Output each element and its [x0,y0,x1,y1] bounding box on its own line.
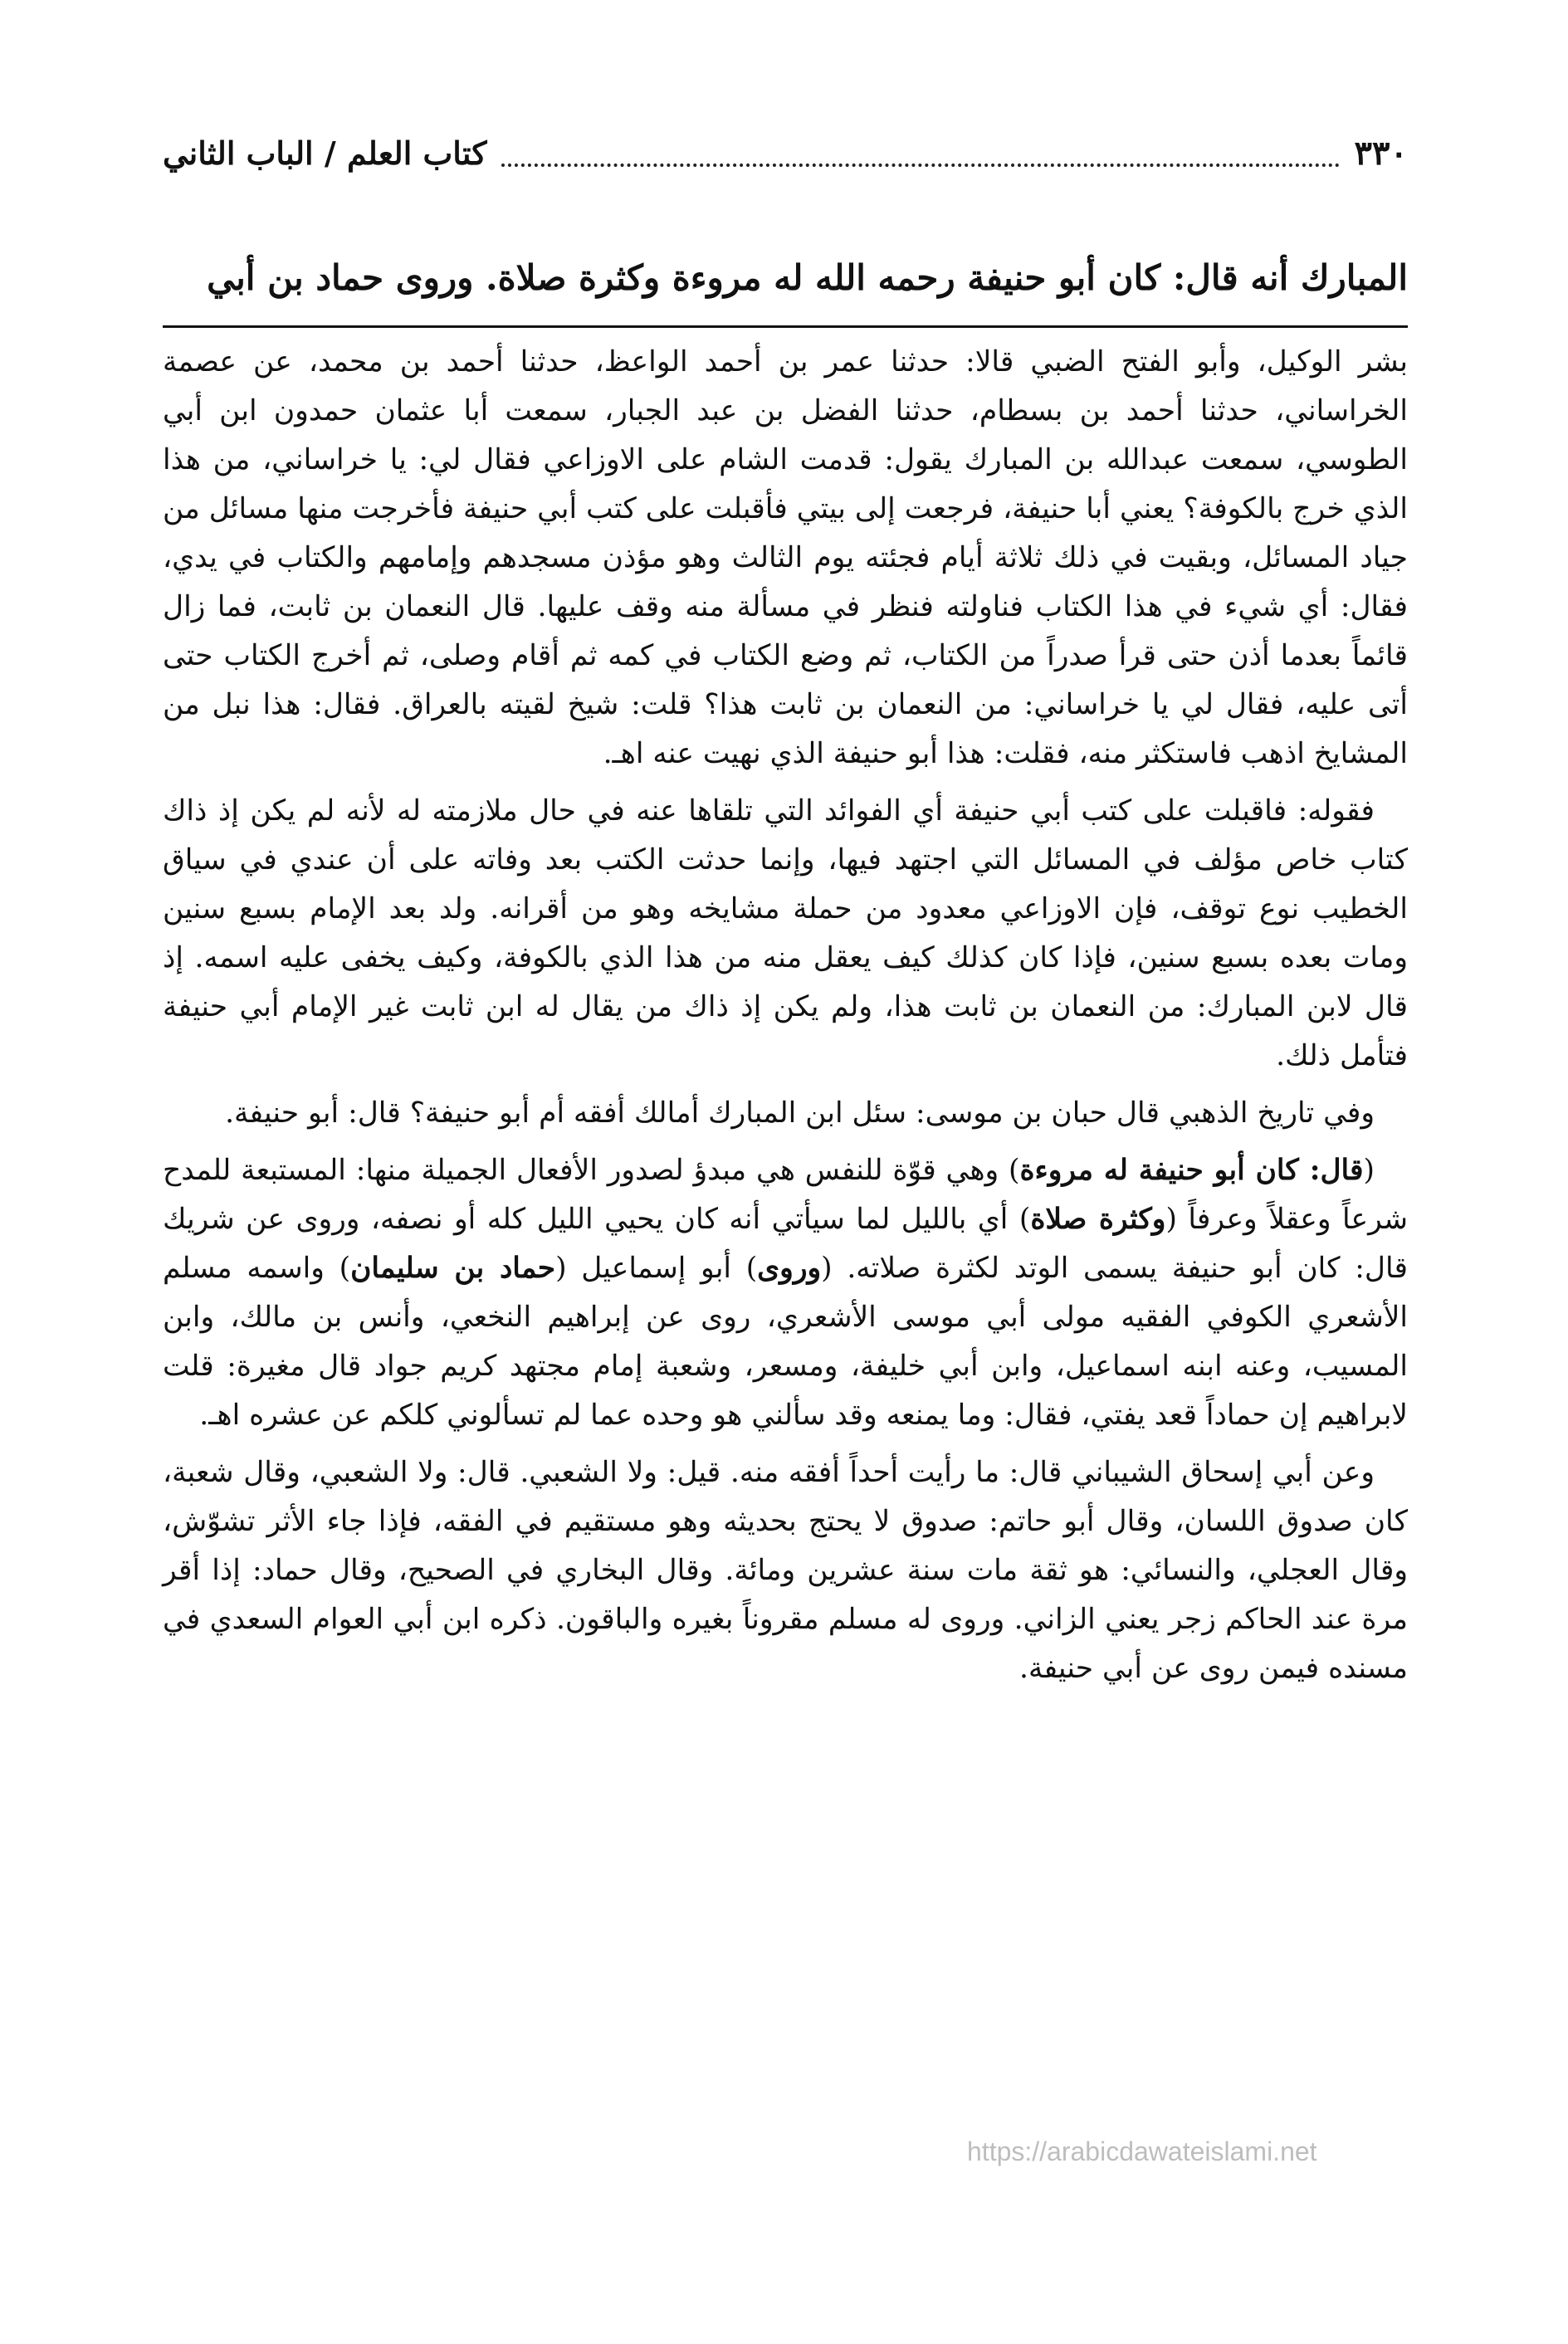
gloss-text: ) أبو إسماعيل ( [555,1252,758,1285]
page-number: ٣٣٠ [1354,134,1408,173]
commentary-paragraph-5: وعن أبي إسحاق الشيباني قال: ما رأيت أحداً أفقه منه. قيل: ولا الشعبي. قال: ولا الشعبي، وقال شعبة، كان صدوق اللسان، وقال أبو حاتم: صدوق لا يحتج بحديثه وهو مستقيم في الفقه، فإذا جاء الأثر تشوّش، وقال العجلي، والنسائي: هو ثقة مات سنة عشرين ومائة. وقال البخاري في الصحيح، وقال حماد: إذا أقر مرة عند الحاكم زجر يعني الزاني. وروى له مسلم مقروناً بغيره والباقون. ذكره ابن أبي العوام السعدي في مسنده فيمن روى عن أبي حنيفة. [163,1456,1408,1685]
commentary-paragraph-3: وفي تاريخ الذهبي قال حبان بن موسى: سئل ابن المبارك أمالك أفقه أم أبو حنيفة؟ قال: أبو حنيفة. [225,1096,1375,1130]
commentary-paragraph-4 [163,1146,1408,1440]
lemma-text: وروى [757,1252,822,1285]
running-header [163,125,1408,183]
main-text: المبارك أنه قال: كان أبو حنيفة رحمه الله له مروءة وكثرة صلاة. وروى حماد بن أبي [207,257,1408,298]
lemma-text: قال: كان أبو حنيفة له مروءة [1019,1154,1364,1187]
commentary-paragraph-2: فقوله: فاقبلت على كتب أبي حنيفة أي الفوائد التي تلقاها عنه في حال ملازمته له لأنه لم يكن إذ ذاك كتاب خاص مؤلف في المسائل التي اجتهد فيها، وإنما حدثت الكتب بعد وفاته على أن عندي في سياق الخطيب نوع توقف، فإن الاوزاعي معدود من حملة مشايخه وهو من أقرانه. ولد بعد الإمام بسبع سنين ومات بعده بسبع سنين، فإذا كان كذلك كيف يعقل منه من هذا الذي بالكوفة، وكيف يخفى عليه اسمه. إذ قال لابن المبارك: من النعمان بن ثابت هذا، ولم يكن إذ ذاك من يقال له ابن ثابت غير الإمام أبي حنيفة فتأمل ذلك. [163,794,1408,1072]
gloss-text: ) واسمه مسلم الأشعري الكوفي الفقيه مولى أبي موسى الأشعري، روى عن إبراهيم النخعي، وأنس بن مالك، وابن المسيب، وعنه ابنه اسماعيل، وابن أبي خليفة، ومسعر، وشعبة إمام مجتهد كريم جواد قال مغيرة: قلت لابراهيم إن حماداً قعد يفتي، فقال: وما يمنعه وقد سألني هو وحده عما لم تسألوني كلكم عن عشره اهـ. [163,1252,1408,1432]
commentary-paragraph-1: بشر الوكيل، وأبو الفتح الضبي قالا: حدثنا عمر بن أحمد الواعظ، حدثنا أحمد بن محمد، عن عصمة الخراساني، حدثنا أحمد بن بسطام، حدثنا الفضل بن عبد الجبار، سمعت أبا عثمان حمدون ابن أبي الطوسي، سمعت عبدالله بن المبارك يقول: قدمت الشام على الاوزاعي فقال لي: يا خراساني، من هذا الذي خرج بالكوفة؟ يعني أبا حنيفة، فرجعت إلى بيتي فأقبلت على كتب أبي حنيفة فأخرجت منها مسائل من جياد المسائل، وبقيت في ذلك ثلاثة أيام فجئته يوم الثالث وهو مؤذن مسجدهم وإمامهم والكتاب في يدي، فقال: أي شيء في هذا الكتاب فناولته فنظر في مسألة منه وقف عليها. قال النعمان بن ثابت، فما زال قائماً بعدما أذن حتى قرأ صدراً من الكتاب، ثم وضع الكتاب في كمه ثم أقام وصلى، ثم أخرج الكتاب حتى أتى عليه، فقال لي يا خراساني: من النعمان بن ثابت هذا؟ قلت: شيخ لقيته بالعراق. فقال: هذا نبل من المشايخ اذهب فاستكثر منه، فقلت: هذا أبو حنيفة الذي نهيت عنه اهـ. [163,345,1408,770]
gloss-text: ) أي بالليل لما سيأتي أنه كان يحيي الليل كله أو نصفه، وروى عن شريك قال: كان أبو حنيفة يسمى الوتد لكثرة صلاته. ( [163,1203,1408,1285]
lemma-text: وكثرة صلاة [1030,1203,1166,1236]
gloss-text: ) وهي قوّة للنفس هي مبدؤ لصدور الأفعال الجميلة منها: المستبعة للمدح شرعاً وعقلاً وعرفاً ( [163,1154,1409,1236]
watermark-url: https://arabicdawateislami.net [967,2136,1317,2166]
open-paren: ( [1363,1154,1375,1187]
running-title: كتاب العلم / الباب الثاني [163,134,487,172]
book-page [163,125,1408,2299]
lemma-text: حماد بن سليمان [350,1252,556,1285]
dotted-leader [501,164,1339,167]
commentary [163,338,1408,1693]
separator-rule [163,325,1408,328]
